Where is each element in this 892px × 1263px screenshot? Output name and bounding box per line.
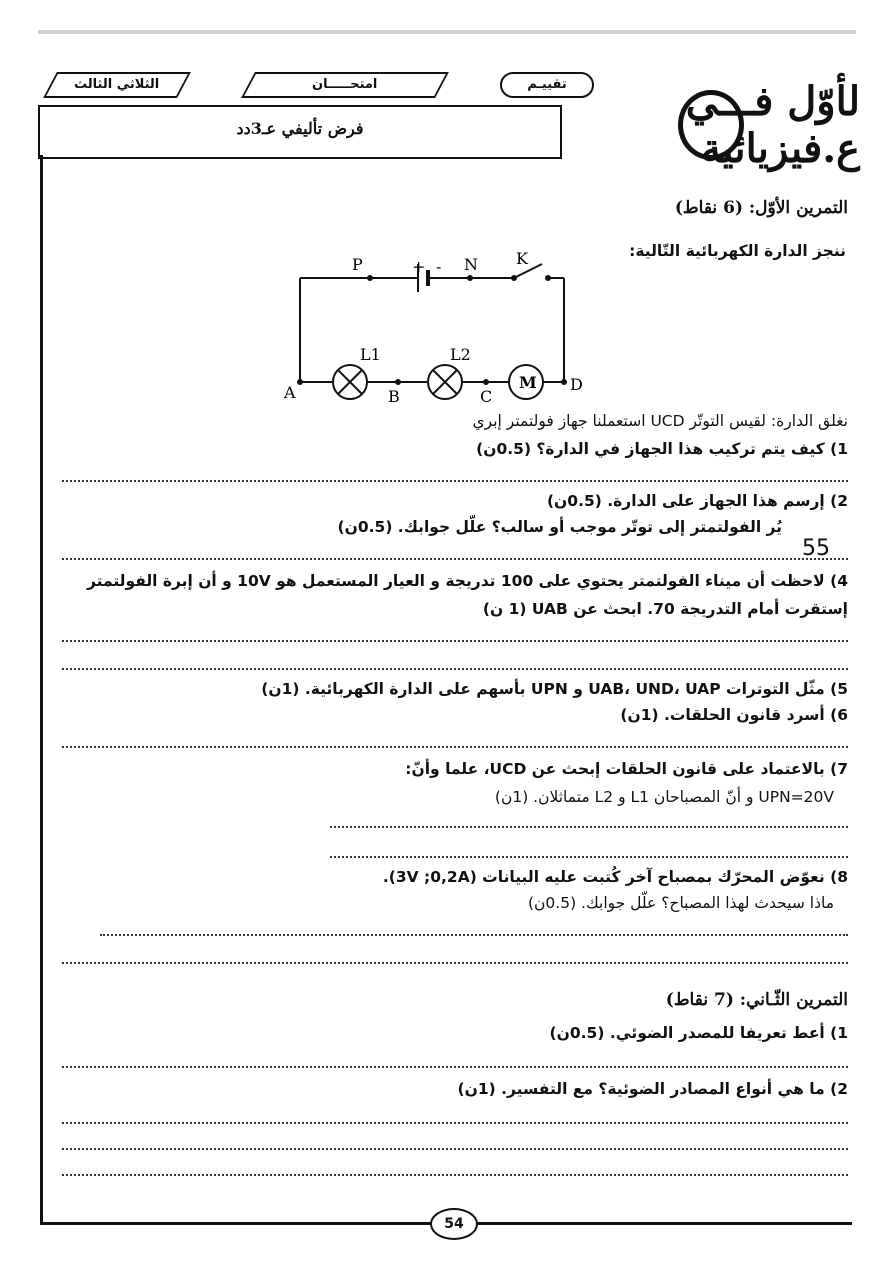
exercise2-q2: 2) ما هي أنواع المصادر الضوئية؟ مع التفسير. (1ن) — [457, 1080, 848, 1098]
lamp1-label: L1 — [360, 345, 381, 364]
page-title: فرض تأليفي عـ3دد — [236, 119, 364, 138]
exercise1-q3: يُر الفولتمتر إلى توتّر موجب أو سالب؟ علّل جوابك. (0.5ن) — [337, 518, 782, 536]
node-label-n: N — [464, 255, 478, 274]
exercise1-q4-line2: إستقرت أمام التدريجة 70. ابحث عن UAB (1 ن) — [482, 600, 848, 618]
page-number: 54 — [430, 1208, 478, 1240]
node-label-b: B — [388, 387, 400, 406]
exercise1-q4-line1: 4) لاحظت أن ميناء الفولتمتر يحتوي على 100 تدريجة و العيار المستعمل هو 10V و أن إبرة الفولتمتر — [86, 572, 848, 590]
node-label-d: D — [570, 375, 583, 394]
answer-line — [62, 480, 848, 482]
answer-line — [100, 934, 848, 936]
stamp-number: 55 — [802, 536, 830, 561]
motor-label: M — [519, 373, 537, 392]
exercise1-q6: 6) أسرد قانون الحلقات. (1ن) — [620, 706, 848, 724]
exercise1-q2: 2) إرسم هذا الجهاز على الدارة. (0.5ن) — [546, 492, 848, 510]
answer-line — [330, 826, 848, 828]
answer-line — [62, 1066, 848, 1068]
exercise1-q7-line1: 7) بالاعتماد على قانون الحلقات إبحث عن UCD، علما وأنّ: — [405, 760, 848, 778]
exercise1-context: نغلق الدارة: لقيس التوتّر UCD استعملنا جهاز فولتمتر إبري — [472, 412, 848, 430]
exercise2-q1: 1) أعط تعريفا للمصدر الضوئي. (0.5ن) — [549, 1024, 848, 1042]
answer-line — [330, 856, 848, 858]
battery-plus-label: + — [412, 257, 426, 276]
node-label-a: A — [284, 383, 296, 402]
trimester-tag: الثلاثي الثالث — [43, 72, 191, 98]
answer-line — [62, 668, 848, 670]
title-box — [38, 105, 562, 159]
answer-line — [62, 1148, 848, 1150]
node-label-p: P — [352, 255, 363, 274]
battery-minus-label: - — [436, 257, 442, 276]
answer-line — [62, 640, 848, 642]
left-border — [40, 155, 43, 1225]
exercise1-q8-line2: ماذا سيحدث لهذا المصباح؟ علّل جوابك. (0.5ن) — [527, 894, 834, 912]
exercise1-q7-line2: UPN=20V و أنّ المصباحان L1 و L2 متماثلان. (1ن) — [494, 788, 834, 806]
exercise1-heading: التمرين الأوّل: (6 نقاط) — [674, 198, 848, 218]
exercise1-intro: ننجز الدارة الكهربائية التّالية: — [629, 242, 846, 260]
brand-ring-icon — [678, 90, 744, 160]
answer-line — [62, 558, 848, 560]
node-label-c: C — [480, 387, 493, 406]
exam-tag: امتحـــــان — [241, 72, 449, 98]
answer-line — [62, 1122, 848, 1124]
exercise1-q8-line1: 8) نعوّض المحرّك بمصباح آخر كُتبت عليه البيانات (3V ;0,2A). — [382, 868, 848, 886]
answer-line — [62, 1174, 848, 1176]
circuit-diagram — [270, 250, 600, 410]
brand-logo: لأوّل فـــي ع.فيزيائية — [560, 78, 860, 168]
lamp2-label: L2 — [450, 345, 471, 364]
switch-label-k: K — [516, 250, 528, 268]
answer-line — [62, 962, 848, 964]
answer-line — [62, 746, 848, 748]
exercise2-heading: التمرين الثّـاني: (7 نقاط) — [665, 990, 848, 1010]
evaluation-tag: تقييـم — [500, 72, 594, 98]
top-divider — [38, 30, 856, 34]
exercise1-q1: 1) كيف يتم تركيب هذا الجهاز في الدارة؟ (0.5ن) — [476, 440, 848, 458]
exercise1-q5: 5) مثّل التوترات UAB، UND، UAP و UPN بأسهم على الدارة الكهربائية. (1ن) — [261, 680, 848, 698]
